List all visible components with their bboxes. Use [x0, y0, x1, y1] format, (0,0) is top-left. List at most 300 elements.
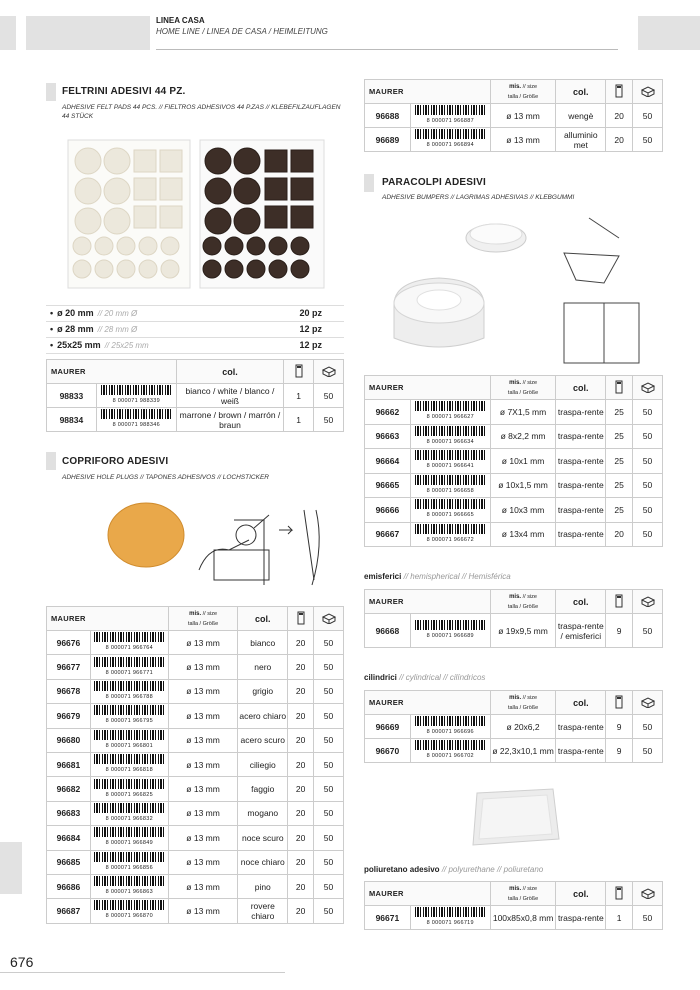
table-row [47, 752, 344, 776]
product-code: 96670 [365, 739, 411, 763]
footer-divider [0, 972, 285, 973]
emisferici-table [364, 589, 663, 648]
barcode [410, 128, 490, 152]
box-icon [633, 590, 663, 614]
table-row [47, 631, 344, 655]
barcode [90, 826, 168, 850]
product-code: 96678 [47, 679, 91, 703]
header-tab [26, 16, 150, 50]
product-code: 96669 [365, 715, 411, 739]
qty-pack: 25 [606, 473, 633, 498]
qty-box: 50 [633, 522, 663, 547]
product-code: 96681 [47, 752, 91, 776]
color-cell: nero [238, 655, 288, 679]
barcode [90, 752, 168, 776]
table-row [47, 777, 344, 801]
right-tab [638, 16, 700, 50]
qty-pack: 20 [288, 801, 314, 825]
color-header: col. [556, 691, 606, 715]
color-cell: wengè [556, 104, 606, 128]
size-header: mis. // size talla / Größe [168, 607, 238, 631]
barcode-number: 8 000071 966887 [426, 118, 474, 124]
barcode [90, 728, 168, 752]
table-header [365, 882, 663, 906]
box-icon [633, 80, 663, 104]
size-cell: ø 13 mm [168, 850, 238, 874]
barcode-bars [415, 105, 485, 115]
copriforo-title: COPRIFORO ADESIVI [62, 456, 169, 467]
barcode [410, 522, 490, 547]
brand-logo: MAURER [365, 376, 491, 400]
color-cell: traspa-rente [556, 424, 606, 449]
pack-icon [288, 607, 314, 631]
color-cell: alluminio met [556, 128, 606, 152]
barcode-bars [94, 876, 164, 886]
table-row [47, 408, 344, 432]
hole-plug-photo [104, 490, 342, 590]
qty-pack: 20 [288, 704, 314, 728]
barcode-bars [415, 129, 485, 139]
qty-box: 50 [314, 384, 344, 408]
side-tab [0, 842, 22, 894]
table-header [47, 360, 344, 384]
qty-box: 50 [314, 752, 344, 776]
copriforo-cont-table [364, 79, 663, 152]
table-row [365, 614, 663, 648]
color-cell: traspa-rente [556, 473, 606, 498]
size-cell: ø 13 mm [168, 826, 238, 850]
barcode [410, 498, 490, 523]
barcode-bars [415, 475, 485, 485]
barcode-bars [415, 907, 485, 917]
cilindrici-table [364, 690, 663, 763]
copriforo-subtitle: ADHESIVE HOLE PLUGS // TAPONES ADHESIVOS // LOCHSTICKER [62, 474, 269, 481]
product-code: 96665 [365, 473, 411, 498]
barcode [90, 679, 168, 703]
feltrini-title: FELTRINI ADESIVI 44 PZ. [62, 86, 186, 97]
table-row [365, 400, 663, 425]
qty-pack: 20 [288, 728, 314, 752]
pack-icon [284, 360, 314, 384]
barcode-bars [94, 827, 164, 837]
product-code: 96687 [47, 899, 91, 923]
qty-box: 50 [633, 715, 663, 739]
box-icon [314, 360, 344, 384]
barcode-bars [415, 499, 485, 509]
box-icon [633, 376, 663, 400]
barcode [90, 777, 168, 801]
qty-box: 50 [633, 128, 663, 152]
product-code: 96685 [47, 850, 91, 874]
qty-box: 50 [633, 449, 663, 474]
pack-icon [606, 376, 633, 400]
barcode-number: 8 000071 966825 [105, 791, 153, 798]
qty-box: 50 [314, 728, 344, 752]
product-code: 96668 [365, 614, 411, 648]
color-header: col. [238, 607, 288, 631]
section-marker [46, 83, 56, 101]
size-cell: ø 13 mm [168, 679, 238, 703]
barcode-bars [415, 620, 485, 630]
product-code: 98834 [47, 408, 97, 432]
color-cell: ciliegio [238, 752, 288, 776]
table-row [47, 899, 344, 923]
barcode [96, 408, 176, 432]
qty-box: 50 [633, 906, 663, 930]
color-cell: bianco / white / blanco / weiß [176, 384, 283, 408]
table-header [47, 607, 344, 631]
product-code: 96666 [365, 498, 411, 523]
cilindrici-caption: cilindrici // cylindrical // cilíndricos [364, 673, 486, 682]
color-cell: traspa-rente [556, 906, 606, 930]
qty-pack: 20 [288, 777, 314, 801]
qty-box: 50 [633, 400, 663, 425]
barcode [410, 424, 490, 449]
product-code: 96671 [365, 906, 411, 930]
qty-pack: 1 [284, 408, 314, 432]
qty-box: 50 [314, 777, 344, 801]
poliuretano-caption: poliuretano adesivo // polyurethane // poliuretano [364, 865, 544, 874]
felt-pads-photo [62, 136, 330, 296]
qty-pack: 9 [606, 614, 633, 648]
page-number: 676 [10, 954, 34, 970]
color-cell: marrone / brown / marrón / braun [176, 408, 283, 432]
spec-item: • 25x25 mm // 25x25 mm 12 pz [46, 338, 344, 354]
table-header [365, 590, 663, 614]
brand-logo: MAURER [47, 607, 169, 631]
size-cell: ø 13 mm [168, 728, 238, 752]
size-cell: ø 7X1,5 mm [490, 400, 556, 425]
table-header [365, 80, 663, 104]
qty-box: 50 [314, 801, 344, 825]
box-icon [314, 607, 344, 631]
size-cell: ø 13 mm [168, 801, 238, 825]
table-row [365, 424, 663, 449]
spec-item: • ø 28 mm // 28 mm Ø 12 pz [46, 322, 344, 338]
brand-logo: MAURER [365, 590, 491, 614]
qty-pack: 1 [284, 384, 314, 408]
qty-box: 50 [633, 104, 663, 128]
barcode-number: 8 000071 966849 [105, 840, 153, 847]
qty-pack: 25 [606, 449, 633, 474]
header-title: LINEA CASA [156, 16, 205, 25]
qty-pack: 25 [606, 400, 633, 425]
table-row [47, 728, 344, 752]
color-cell: noce scuro [238, 826, 288, 850]
barcode [90, 850, 168, 874]
table-row [47, 826, 344, 850]
barcode [410, 614, 490, 648]
product-code: 96686 [47, 874, 91, 898]
barcode [410, 473, 490, 498]
product-code: 96689 [365, 128, 411, 152]
barcode-number: 8 000071 966689 [426, 633, 474, 639]
product-code: 96677 [47, 655, 91, 679]
barcode-number: 8 000071 966788 [105, 693, 153, 700]
color-cell: pino [238, 874, 288, 898]
table-row [365, 498, 663, 523]
barcode [410, 906, 490, 930]
table-row [47, 850, 344, 874]
barcode-number: 8 000071 966641 [426, 463, 474, 470]
paracolpi-subtitle: ADHESIVE BUMPERS // LAGRIMAS ADHESIVAS // KLEBGUMMI [382, 194, 575, 201]
barcode-number: 8 000071 988339 [112, 398, 160, 404]
barcode [410, 715, 490, 739]
qty-box: 50 [314, 899, 344, 923]
barcode-number: 8 000071 966856 [105, 864, 153, 871]
size-cell: ø 13 mm [168, 777, 238, 801]
qty-box: 50 [314, 704, 344, 728]
barcode [410, 739, 490, 763]
barcode-bars [415, 740, 485, 750]
table-row [365, 128, 663, 152]
barcode-number: 8 000071 966672 [426, 536, 474, 543]
barcode [96, 384, 176, 408]
barcode [90, 631, 168, 655]
section-marker [364, 174, 374, 192]
poliuretano-table [364, 881, 663, 930]
pack-icon [606, 882, 633, 906]
qty-box: 50 [314, 874, 344, 898]
color-cell: rovere chiaro [238, 899, 288, 923]
barcode-bars [94, 779, 164, 789]
size-cell: ø 13 mm [490, 128, 556, 152]
table-row [47, 679, 344, 703]
paracolpi-table [364, 375, 663, 547]
size-header: mis. // size talla / Größe [490, 590, 556, 614]
polyurethane-photo [465, 785, 565, 850]
qty-pack: 20 [606, 128, 633, 152]
qty-pack: 20 [288, 850, 314, 874]
qty-pack: 9 [606, 715, 633, 739]
table-row [47, 704, 344, 728]
brand-logo: MAURER [365, 80, 491, 104]
qty-box: 50 [633, 424, 663, 449]
table-header [365, 376, 663, 400]
size-cell: ø 13 mm [168, 752, 238, 776]
size-cell: ø 10x3 mm [490, 498, 556, 523]
barcode [410, 400, 490, 425]
color-cell: traspa-rente / emisferici [556, 614, 606, 648]
qty-pack: 25 [606, 498, 633, 523]
qty-pack: 20 [288, 752, 314, 776]
size-cell: ø 13 mm [168, 655, 238, 679]
product-code: 96662 [365, 400, 411, 425]
size-cell: ø 13 mm [168, 899, 238, 923]
qty-pack: 20 [606, 104, 633, 128]
color-cell: traspa-rente [556, 522, 606, 547]
qty-box: 50 [633, 614, 663, 648]
product-code: 96683 [47, 801, 91, 825]
product-code: 96667 [365, 522, 411, 547]
table-row [47, 801, 344, 825]
table-row [365, 522, 663, 547]
polyurethane-illustration [465, 785, 565, 850]
table-row [365, 449, 663, 474]
table-row [47, 874, 344, 898]
header-divider [156, 49, 618, 50]
size-cell: ø 22,3x10,1 mm [490, 739, 556, 763]
copriforo-table [46, 606, 344, 924]
product-code: 96663 [365, 424, 411, 449]
box-icon [633, 882, 663, 906]
color-header: col. [556, 80, 606, 104]
size-header: mis. // size talla / Größe [490, 882, 556, 906]
barcode-number: 8 000071 966702 [426, 753, 474, 759]
size-header: mis. // size talla / Größe [490, 691, 556, 715]
barcode-bars [415, 401, 485, 411]
barcode-bars [94, 900, 164, 910]
section-marker [46, 452, 56, 470]
qty-box: 50 [314, 408, 344, 432]
size-header: mis. // size talla / Größe [490, 376, 556, 400]
qty-box: 50 [314, 655, 344, 679]
barcode-bars [415, 450, 485, 460]
barcode [90, 655, 168, 679]
barcode [90, 704, 168, 728]
product-code: 96682 [47, 777, 91, 801]
barcode [90, 899, 168, 923]
barcode-bars [94, 803, 164, 813]
color-cell: traspa-rente [556, 498, 606, 523]
size-cell: 100x85x0,8 mm [490, 906, 556, 930]
barcode-bars [94, 657, 164, 667]
barcode-bars [415, 524, 485, 534]
size-cell: ø 20x6,2 [490, 715, 556, 739]
color-cell: traspa-rente [556, 400, 606, 425]
qty-box: 50 [314, 850, 344, 874]
barcode-bars [94, 852, 164, 862]
box-icon [633, 691, 663, 715]
barcode-number: 8 000071 966696 [426, 729, 474, 735]
size-cell: ø 10x1 mm [490, 449, 556, 474]
brand-logo: MAURER [47, 360, 177, 384]
barcode-number: 8 000071 966719 [426, 920, 474, 926]
qty-pack: 20 [288, 679, 314, 703]
barcode-number: 8 000071 966634 [426, 438, 474, 445]
product-code: 98833 [47, 384, 97, 408]
barcode-bars [415, 426, 485, 436]
qty-pack: 20 [288, 655, 314, 679]
size-cell: ø 13x4 mm [490, 522, 556, 547]
color-cell: mogano [238, 801, 288, 825]
color-header: col. [556, 882, 606, 906]
barcode-number: 8 000071 966764 [105, 645, 153, 652]
barcode-number: 8 000071 966658 [426, 487, 474, 494]
color-cell: traspa-rente [556, 449, 606, 474]
table-row [365, 104, 663, 128]
pack-icon [606, 590, 633, 614]
qty-box: 50 [314, 679, 344, 703]
qty-pack: 20 [606, 522, 633, 547]
bumpers-photo [364, 208, 663, 368]
pack-icon [606, 691, 633, 715]
table-row [365, 715, 663, 739]
qty-pack: 20 [288, 631, 314, 655]
barcode [90, 874, 168, 898]
barcode-number: 8 000071 966832 [105, 815, 153, 822]
barcode-bars [94, 705, 164, 715]
size-cell: ø 19x9,5 mm [490, 614, 556, 648]
barcode [90, 801, 168, 825]
barcode-number: 8 000071 966870 [105, 913, 153, 920]
table-row [365, 739, 663, 763]
barcode-bars [94, 632, 164, 642]
barcode-bars [415, 716, 485, 726]
qty-pack: 20 [288, 899, 314, 923]
product-code: 96688 [365, 104, 411, 128]
qty-box: 50 [314, 631, 344, 655]
barcode-number: 8 000071 966894 [426, 142, 474, 148]
color-header: col. [176, 360, 283, 384]
product-code: 96680 [47, 728, 91, 752]
barcode-number: 8 000071 988346 [112, 422, 160, 428]
color-cell: traspa-rente [556, 715, 606, 739]
brand-logo: MAURER [365, 882, 491, 906]
spec-item: • ø 20 mm // 20 mm Ø 20 pz [46, 306, 344, 322]
barcode-number: 8 000071 966795 [105, 718, 153, 725]
barcode-number: 8 000071 966665 [426, 512, 474, 519]
barcode-number: 8 000071 966818 [105, 767, 153, 774]
barcode-number: 8 000071 966801 [105, 742, 153, 749]
table-row [365, 473, 663, 498]
barcode-bars [94, 730, 164, 740]
product-code: 96679 [47, 704, 91, 728]
felt-pads-illustration [62, 136, 330, 296]
emisferici-caption: emisferici // hemispherical // Hemisférica [364, 572, 511, 581]
qty-box: 50 [633, 739, 663, 763]
barcode-bars [94, 754, 164, 764]
table-row [47, 655, 344, 679]
qty-pack: 9 [606, 739, 633, 763]
felt-spec-list [46, 305, 344, 354]
size-header: mis. // size talla / Größe [490, 80, 556, 104]
barcode-bars [101, 385, 171, 395]
barcode-number: 8 000071 966863 [105, 889, 153, 896]
product-code: 96664 [365, 449, 411, 474]
barcode-bars [101, 409, 171, 419]
pack-icon [606, 80, 633, 104]
feltrini-table [46, 359, 344, 432]
bumpers-illustration [364, 208, 663, 368]
size-cell: ø 13 mm [168, 874, 238, 898]
qty-box: 50 [633, 498, 663, 523]
color-cell: faggio [238, 777, 288, 801]
brand-logo: MAURER [365, 691, 491, 715]
hole-plug-illustration [104, 490, 342, 590]
size-cell: ø 13 mm [490, 104, 556, 128]
barcode-number: 8 000071 966627 [426, 414, 474, 421]
color-header: col. [556, 590, 606, 614]
barcode-bars [94, 681, 164, 691]
header-subtitle: HOME LINE / LINEA DE CASA / HEIMLEITUNG [156, 27, 328, 36]
paracolpi-title: PARACOLPI ADESIVI [382, 177, 486, 188]
product-code: 96676 [47, 631, 91, 655]
color-cell: traspa-rente [556, 739, 606, 763]
qty-pack: 25 [606, 424, 633, 449]
table-header [365, 691, 663, 715]
size-cell: ø 8x2,2 mm [490, 424, 556, 449]
color-header: col. [556, 376, 606, 400]
color-cell: noce chiaro [238, 850, 288, 874]
color-cell: acero chiaro [238, 704, 288, 728]
size-cell: ø 13 mm [168, 631, 238, 655]
qty-box: 50 [314, 826, 344, 850]
color-cell: bianco [238, 631, 288, 655]
left-tab [0, 16, 16, 50]
product-code: 96684 [47, 826, 91, 850]
table-row [47, 384, 344, 408]
